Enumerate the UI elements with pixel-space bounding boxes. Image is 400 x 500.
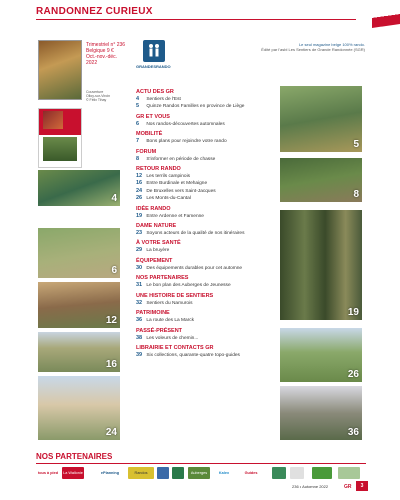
toc-section (136, 131, 274, 145)
thumbnail-page-number: 26 (347, 369, 359, 380)
thumbnail-page-number: 12 (105, 315, 117, 326)
toc-entry-title: Bons plans pour rejoindre votre rando (146, 139, 227, 145)
caption-line: Olloy-sur-Viroin (86, 94, 111, 98)
toc-entry[interactable] (136, 173, 274, 180)
page-number: 3 (356, 481, 368, 491)
thumbnail-page-number: 19 (347, 307, 359, 318)
toc-entry-title: La bruyère (146, 248, 170, 254)
toc-entry-title: Les Monts-du-Cantal (146, 196, 191, 202)
partner-logo: Kalex (218, 471, 230, 475)
thumbnail-stream (38, 170, 120, 206)
toc-entry-page: 29 (136, 247, 143, 254)
toc-section-heading: À VOTRE SANTÉ (136, 240, 181, 247)
page-title: RANDONNEZ CURIEUX (36, 6, 153, 17)
toc-entry[interactable] (136, 230, 274, 237)
toc-entry-title: Quinze Randos Familles en province de Liège (146, 104, 245, 110)
toc-entry[interactable] (136, 265, 274, 272)
toc-section (136, 206, 274, 220)
toc-entry-page: 38 (136, 334, 143, 341)
toc-entry-page: 30 (136, 264, 143, 271)
toc-section (136, 258, 274, 272)
toc-section-heading: PASSÉ-PRÉSENT (136, 327, 183, 334)
toc-entry-title: Soyons acteurs de la qualité de nos itinéraires (146, 231, 245, 237)
cover-caption (86, 90, 110, 102)
toc-entry[interactable] (136, 96, 274, 103)
toc-section (136, 149, 274, 163)
partners-divider (36, 463, 366, 464)
caption-line: © Félix Tihay (86, 98, 107, 102)
toc-entry-title: S'informer en période de chasse (146, 156, 216, 162)
toc-entry[interactable] (136, 103, 274, 110)
toc-entry-title: Sentiers du Namurois (146, 300, 193, 306)
toc-section (136, 328, 274, 342)
toc-section (136, 310, 274, 324)
toc-section-heading: LIBRAIRIE ET CONTACTS GR (136, 344, 214, 351)
toc-entry-title: La route des La Marck (146, 318, 195, 324)
toc-section-heading: UNE HISTOIRE DE SENTIERS (136, 292, 214, 299)
issue-period: Oct.-nov.-déc. (86, 54, 118, 60)
toc-entry[interactable] (136, 247, 274, 254)
toc-entry-page: 36 (136, 317, 143, 324)
toc-entry-title: Entre Ardenne et Famenne (146, 213, 204, 219)
cover-info (86, 42, 125, 66)
toc-entry[interactable] (136, 300, 274, 307)
partner-logo (290, 467, 304, 479)
toc-entry-page: 4 (136, 96, 140, 102)
toc-entry-title: Les voleurs de chemin... (146, 335, 199, 341)
partner-logo: tous à pied (37, 471, 59, 475)
tagline-sub: Édité par l'asbl Les Sentiers de Grande Randonnée (SGR) (261, 47, 365, 52)
toc-entry[interactable] (136, 138, 274, 145)
toc-entry[interactable] (136, 352, 274, 359)
toc-entry[interactable] (136, 121, 274, 128)
partner-logo: Auberges (188, 467, 210, 479)
toc-entry-title: Nos randos-découvertes automnales (146, 121, 225, 127)
toc-entry-title: Le bon plan des Auberges de Jeunesse (146, 283, 231, 289)
partner-logo (172, 467, 184, 479)
toc-section-heading: NOS PARTENAIRES (136, 275, 189, 282)
partners-heading: NOS PARTENAIRES (36, 452, 113, 461)
thumbnail-terrils (38, 282, 120, 328)
toc-entry[interactable] (136, 282, 274, 289)
toc-section (136, 89, 274, 111)
toc-entry-title: Des équipements durables pour cet automne (146, 265, 243, 271)
title-divider (36, 19, 356, 20)
toc-entry[interactable] (136, 317, 274, 324)
logo-label: GRANDESRANDO (136, 64, 171, 69)
toc-entry[interactable] (136, 335, 274, 342)
thumbnail-hiker-path (38, 228, 120, 278)
thumbnail-page-number: 4 (111, 193, 117, 204)
table-of-contents (136, 86, 274, 360)
toc-section (136, 166, 274, 203)
thumbnail-hunting-hide (280, 158, 362, 202)
toc-entry-page: 7 (136, 138, 140, 145)
partner-logo (272, 467, 286, 479)
thumbnail-castle (38, 376, 120, 440)
magazine-cover-image (38, 40, 82, 100)
thumbnail-la-marck (280, 386, 362, 440)
toc-section-heading: RETOUR RANDO (136, 166, 181, 173)
thumbnail-forest (280, 210, 362, 320)
thumbnail-cantal (280, 328, 362, 382)
flag-decoration (372, 4, 400, 28)
partner-logo: La Wallonie (62, 467, 84, 479)
toc-entry-page: 26 (136, 195, 143, 202)
issue-year: 2022 (86, 60, 98, 66)
partner-logo: Randos (128, 467, 154, 479)
tagline-main: Le seul magazine belge 100% rando. (298, 42, 365, 47)
partner-logo: Guides (244, 471, 258, 475)
caption-line: Couverture (86, 90, 104, 94)
partner-logo (312, 467, 332, 479)
toc-section-heading: MOBILITÉ (136, 131, 163, 138)
toc-entry-page: 5 (136, 103, 140, 110)
toc-entry-page: 31 (136, 282, 143, 289)
partner-logo (338, 467, 360, 479)
toc-entry-page: 19 (136, 212, 143, 219)
toc-section-heading: IDÉE RANDO (136, 205, 171, 212)
footer-gr-mark: GR (344, 484, 352, 490)
footer-issue: 236 • Automne 2022 (292, 484, 329, 489)
toc-section-heading: DAME NATURE (136, 223, 177, 230)
thumbnail-page-number: 8 (353, 189, 359, 200)
price: Belgique 9 € (86, 48, 114, 54)
partner-logo (157, 467, 169, 479)
toc-section (136, 223, 274, 237)
toc-entry-page: 16 (136, 180, 143, 187)
toc-section (136, 345, 274, 359)
thumbnail-page-number: 5 (353, 139, 359, 150)
toc-entry-page: 12 (136, 173, 143, 180)
toc-entry-title: Sentiers de l'Est (146, 97, 181, 102)
toc-section (136, 275, 274, 289)
toc-entry-title: Six collections, quarante-quatre topo-guides (146, 352, 240, 358)
toc-entry-page: 23 (136, 230, 143, 237)
toc-entry[interactable] (136, 156, 274, 163)
thumbnail-vineyard (38, 332, 120, 372)
toc-section-heading: FORUM (136, 148, 157, 155)
hiker-logo-icon (143, 40, 165, 62)
thumbnail-page-number: 36 (347, 427, 359, 438)
toc-entry-page: 32 (136, 299, 143, 306)
toc-entry-title: De Bruxelles vers Saint-Jacques (146, 188, 216, 194)
toc-section (136, 293, 274, 307)
toc-section-heading: ÉQUIPEMENT (136, 257, 173, 264)
toc-section-heading: GR ET VOUS (136, 113, 170, 120)
toc-entry-page: 6 (136, 120, 140, 127)
toc-entry[interactable] (136, 195, 274, 202)
toc-entry-page: 24 (136, 187, 143, 194)
thumbnail-page-number: 16 (105, 359, 117, 370)
thumbnail-family-hikers (280, 86, 362, 152)
toc-section-heading: ACTU DES GR (136, 89, 174, 95)
toc-section (136, 240, 274, 254)
tagline (255, 42, 365, 52)
toc-entry[interactable] (136, 180, 274, 187)
thumbnail-page-number: 24 (105, 427, 117, 438)
thumbnail-page-number: 6 (111, 265, 117, 276)
toc-entry-page: 39 (136, 351, 143, 358)
toc-section-heading: PATRIMOINE (136, 310, 170, 317)
toc-section (136, 114, 274, 128)
issue-number: Trimestriel n° 236 (86, 42, 126, 48)
toc-entry[interactable] (136, 188, 274, 195)
toc-entry-page: 8 (136, 155, 140, 162)
toc-entry-title: Les terrils campinois (146, 174, 191, 180)
toc-entry[interactable] (136, 213, 274, 220)
topo-guide-image (38, 108, 82, 168)
partner-logo: ePlanning (100, 471, 120, 475)
toc-entry-title: Entre Burdinale et Mehaigne (146, 181, 208, 187)
